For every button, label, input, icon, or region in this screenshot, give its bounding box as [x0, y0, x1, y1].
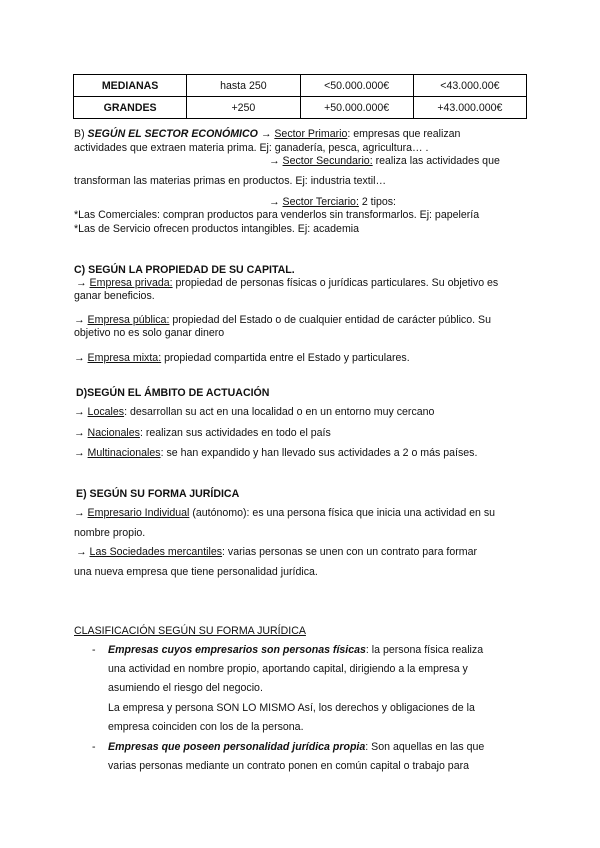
- list-item-2-line: [108, 741, 484, 754]
- list-item-2-line2: varias personas mediante un contrato ponen en común capital o trabajo para: [108, 760, 470, 772]
- arrow-icon: →: [74, 507, 85, 519]
- arrow-icon: →: [74, 427, 85, 439]
- section-b-line: [74, 128, 460, 141]
- sector-secundario-term: Sector Secundario:: [282, 155, 373, 167]
- list-item-1-text: : la persona física realiza: [365, 644, 484, 656]
- sector-primario-cont: actividades que extraen materia prima. Ej: ganadería, pesca, agricultura… .: [74, 142, 429, 154]
- arrow-icon: →: [260, 128, 272, 140]
- mixta-text: propiedad compartida entre el Estado y particulares.: [161, 352, 410, 364]
- table-row: [74, 75, 527, 97]
- table-cell: GRANDES: [74, 97, 187, 119]
- list-item-1-line4: La empresa y persona SON LO MISMO Así, los derechos y obligaciones de la: [108, 702, 475, 714]
- nacionales-line: [74, 427, 331, 440]
- arrow-icon: →: [74, 447, 85, 459]
- arrow-icon: →: [76, 546, 87, 558]
- individual-cont: nombre propio.: [74, 527, 146, 539]
- sector-primario-term: Sector Primario: [274, 128, 348, 140]
- publica-line: [74, 314, 491, 327]
- mixta-term: Empresa mixta:: [87, 352, 162, 364]
- mixta-line: [74, 352, 410, 365]
- section-d-heading: D)SEGÚN EL ÁMBITO DE ACTUACIÓN: [76, 387, 270, 399]
- sector-secundario-text: realiza las actividades que: [372, 155, 500, 167]
- nacionales-text: : realizan sus actividades en todo el país: [139, 427, 331, 439]
- sector-secundario-cont: transforman las materias primas en productos. Ej: industria textil…: [74, 175, 387, 187]
- section-c-heading: C) SEGÚN LA PROPIEDAD DE SU CAPITAL.: [74, 264, 295, 276]
- table-cell: MEDIANAS: [74, 75, 187, 97]
- list-item-1-line2: una actividad en nombre propio, aportando capital, dirigiendo a la empresa y: [108, 663, 468, 675]
- section-e-heading: E) SEGÚN SU FORMA JURÍDICA: [76, 488, 240, 500]
- sector-primario-text: : empresas que realizan: [347, 128, 461, 140]
- list-item-1-line5: empresa coinciden con los de la persona.: [108, 721, 304, 733]
- arrow-icon: →: [74, 314, 85, 326]
- table-cell: hasta 250: [187, 75, 300, 97]
- table-row: [74, 97, 527, 119]
- table-cell: +250: [187, 97, 300, 119]
- list-item-2-text: : Son aquellas en las que: [365, 741, 485, 753]
- arrow-icon: →: [74, 352, 85, 364]
- sector-terciario-text: 2 tipos:: [358, 196, 396, 208]
- list-bullet: -: [92, 741, 96, 753]
- list-item-1-line: [108, 644, 483, 657]
- locales-text: : desarrollan su act en una localidad o en un entorno muy cercano: [124, 406, 435, 418]
- arrow-icon: →: [74, 406, 85, 418]
- arrow-icon: →: [76, 277, 87, 289]
- section-b-prefix: B): [74, 128, 85, 140]
- multinacionales-text: : se han expandido y han llevado sus actividades a 2 o más países.: [160, 447, 478, 459]
- arrow-icon: →: [269, 155, 280, 167]
- table-cell: <43.000.00€: [413, 75, 526, 97]
- privada-term: Empresa privada:: [89, 277, 173, 289]
- locales-term: Locales: [87, 406, 125, 418]
- locales-line: [74, 406, 434, 419]
- sociedades-line: [76, 546, 477, 559]
- sociedades-text: : varias personas se unen con un contrato para formar: [222, 546, 478, 558]
- privada-cont: ganar beneficios.: [74, 290, 155, 302]
- company-size-table: [73, 74, 527, 119]
- servicio-text: *Las de Servicio ofrecen productos intangibles. Ej: academia: [74, 223, 360, 235]
- publica-cont: objetivo no es solo ganar dinero: [74, 327, 225, 339]
- section-b-heading: SEGÚN EL SECTOR ECONÓMICO: [87, 128, 258, 140]
- individual-text: (autónomo): es una persona física que inicia una actividad en su: [189, 507, 496, 519]
- sector-terciario-line: [269, 196, 396, 209]
- clasificacion-heading: CLASIFICACIÓN SEGÚN SU FORMA JURÍDICA: [74, 625, 306, 637]
- arrow-icon: →: [269, 196, 280, 208]
- multinacionales-term: Multinacionales: [87, 447, 161, 459]
- sociedades-cont: una nueva empresa que tiene personalidad jurídica.: [74, 566, 318, 578]
- publica-text: propiedad del Estado o de cualquier entidad de carácter público. Su: [169, 314, 491, 326]
- table-cell: +50.000.000€: [300, 97, 413, 119]
- list-bullet: -: [92, 644, 96, 656]
- list-item-1-term: Empresas cuyos empresarios son personas físicas: [108, 644, 366, 656]
- list-item-1-line3: asumiendo el riesgo del negocio.: [108, 682, 263, 694]
- sector-terciario-term: Sector Terciario:: [282, 196, 359, 208]
- table-cell: <50.000.000€: [300, 75, 413, 97]
- comerciales-text: *Las Comerciales: compran productos para venderlos sin transformarlos. Ej: papelería: [74, 209, 480, 221]
- sociedades-term: Las Sociedades mercantiles: [89, 546, 223, 558]
- privada-line: [76, 277, 498, 290]
- list-item-2-term: Empresas que poseen personalidad jurídica propia: [108, 741, 366, 753]
- individual-term: Empresario Individual: [87, 507, 190, 519]
- sector-secundario-line: [269, 155, 500, 168]
- privada-text: propiedad de personas físicas o jurídicas particulares. Su objetivo es: [172, 277, 499, 289]
- publica-term: Empresa pública:: [87, 314, 170, 326]
- individual-line: [74, 507, 495, 520]
- multinacionales-line: [74, 447, 477, 460]
- nacionales-term: Nacionales: [87, 427, 140, 439]
- table-cell: +43.000.000€: [413, 97, 526, 119]
